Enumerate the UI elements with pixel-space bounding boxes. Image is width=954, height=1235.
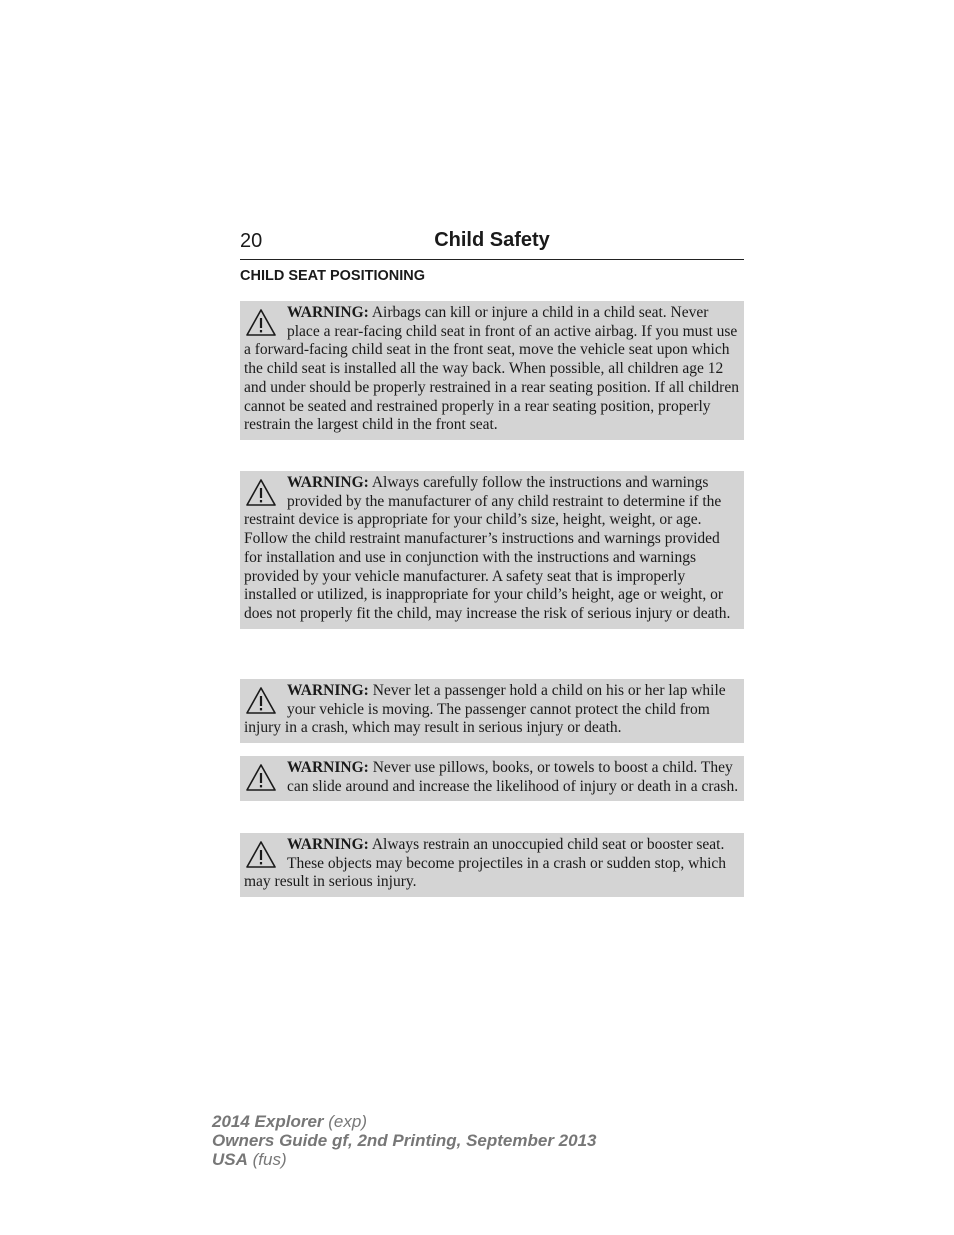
footer-model: 2014 Explorer xyxy=(212,1112,324,1131)
footer-guide: Owners Guide gf, 2nd Printing, September 2013 xyxy=(212,1131,597,1150)
warning-box xyxy=(240,833,744,897)
page-footer xyxy=(212,1112,596,1169)
warning-label: WARNING: xyxy=(287,474,369,491)
warning-box xyxy=(240,679,744,743)
chapter-title: Child Safety xyxy=(434,229,550,251)
warning-label: WARNING: xyxy=(287,682,369,699)
footer-market: USA xyxy=(212,1150,248,1169)
footer-market-code: (fus) xyxy=(252,1150,287,1169)
footer-model-line xyxy=(212,1112,596,1131)
warning-label: WARNING: xyxy=(287,836,369,853)
warning-text: Always restrain an unoccupied child seat or booster seat. These objects may become projectiles in a crash or sudden stop, which may result in serious injury. xyxy=(244,836,727,891)
warning-box xyxy=(240,301,744,440)
warning-triangle-icon xyxy=(245,478,277,508)
warning-text: Never use pillows, books, or towels to boost a child. They can slide around and increase the likelihood of injury or death in a crash. xyxy=(287,759,739,795)
warning-label: WARNING: xyxy=(287,759,369,776)
warning-box xyxy=(240,471,744,629)
footer-market-line xyxy=(212,1150,596,1169)
warning-label: WARNING: xyxy=(287,304,369,321)
footer-guide-line xyxy=(212,1131,596,1150)
warning-text: Never let a passenger hold a child on his or her lap while your vehicle is moving. The passenger cannot protect the child from injury in a crash, which may result in serious injury or death. xyxy=(244,682,726,737)
warning-text: Always carefully follow the instructions and warnings provided by the manufacturer of any child restraint to determine if the restraint device is appropriate for your child’s size, height, weight, or age. Follow the child restraint manufacturer’s instructions and warnings provided for installation and use in conjunction with the instructions and warnings provided by your vehicle manufacturer. A safety seat that is improperly installed or utilized, is inappropriate for your child’s height, age or weight, or does not properly fit the child, may increase the risk of serious injury or death. xyxy=(244,474,731,622)
warning-triangle-icon xyxy=(245,686,277,716)
warning-triangle-icon xyxy=(245,763,277,793)
warning-box xyxy=(240,756,744,801)
warning-triangle-icon xyxy=(245,308,277,338)
page-header xyxy=(240,228,744,260)
warning-triangle-icon xyxy=(245,840,277,870)
footer-model-code: (exp) xyxy=(328,1112,367,1131)
page-number: 20 xyxy=(240,230,263,252)
section-title: CHILD SEAT POSITIONING xyxy=(240,268,426,284)
warning-text: Airbags can kill or injure a child in a child seat. Never place a rear-facing child seat in front of an active airbag. If you must use a forward-facing child seat in the front seat, move the vehicle seat upon which the child seat is installed all the way back. When possible, all children age 12 and under should be properly restrained in a rear seating position. If all children cannot be seated and restrained properly in a rear seating position, properly restrain the largest child in the front seat. xyxy=(244,304,739,434)
